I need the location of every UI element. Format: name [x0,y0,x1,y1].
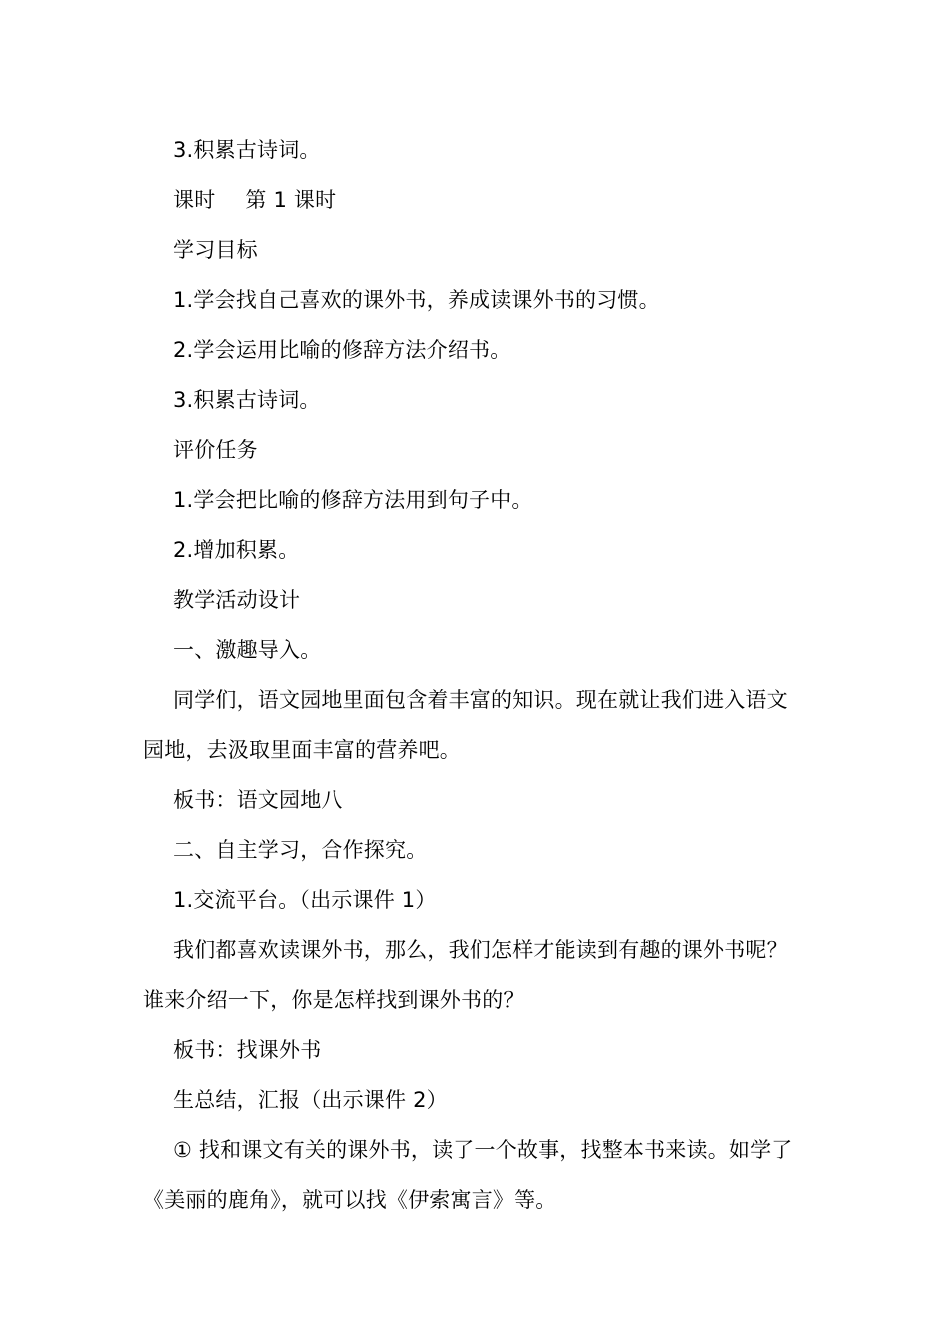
lesson-period-label: 课时 [173,188,216,212]
lesson-period-value: 第 1 课时 [245,188,337,212]
paragraph-goal-1: 1.学会找自己喜欢的课外书，养成读课外书的习惯。 [173,288,660,312]
heading-learning-goals: 学习目标 [173,238,258,262]
heading-section-2: 二、自主学习，合作探究。 [173,838,428,862]
paragraph-task-1: 1.学会把比喻的修辞方法用到句子中。 [173,488,533,512]
paragraph-intro: 同学们，语文园地里面包含着丰富的知识。现在就让我们进入语文园地，去汲取里面丰富的营养吧。 [143,688,788,762]
paragraph-lesson-period [143,175,808,225]
heading-section-1: 一、激趣导入。 [173,638,322,662]
paragraph-summary: 生总结，汇报（出示课件 2） [173,1088,448,1112]
paragraph-board-1: 板书：语文园地八 [173,788,343,812]
paragraph-exchange-platform: 1.交流平台。（出示课件 1） [173,888,437,912]
document-body [143,125,808,1225]
heading-evaluation-tasks: 评价任务 [173,438,258,462]
heading-activity-design: 教学活动设计 [173,588,301,612]
paragraph-point-1: ① 找和课文有关的课外书，读了一个故事，找整本书来读。如学了《美丽的鹿角》，就可以找《伊索寓言》等。 [143,1138,793,1212]
paragraph-goal-3-repeat: 3.积累古诗词。 [173,138,321,162]
paragraph-board-2: 板书：找课外书 [173,1038,322,1062]
paragraph-goal-3: 3.积累古诗词。 [173,388,321,412]
paragraph-question: 我们都喜欢读课外书，那么，我们怎样才能读到有趣的课外书呢？谁来介绍一下，你是怎样找到课外书的？ [143,938,788,1012]
paragraph-task-2: 2.增加积累。 [173,538,300,562]
paragraph-goal-2: 2.学会运用比喻的修辞方法介绍书。 [173,338,512,362]
